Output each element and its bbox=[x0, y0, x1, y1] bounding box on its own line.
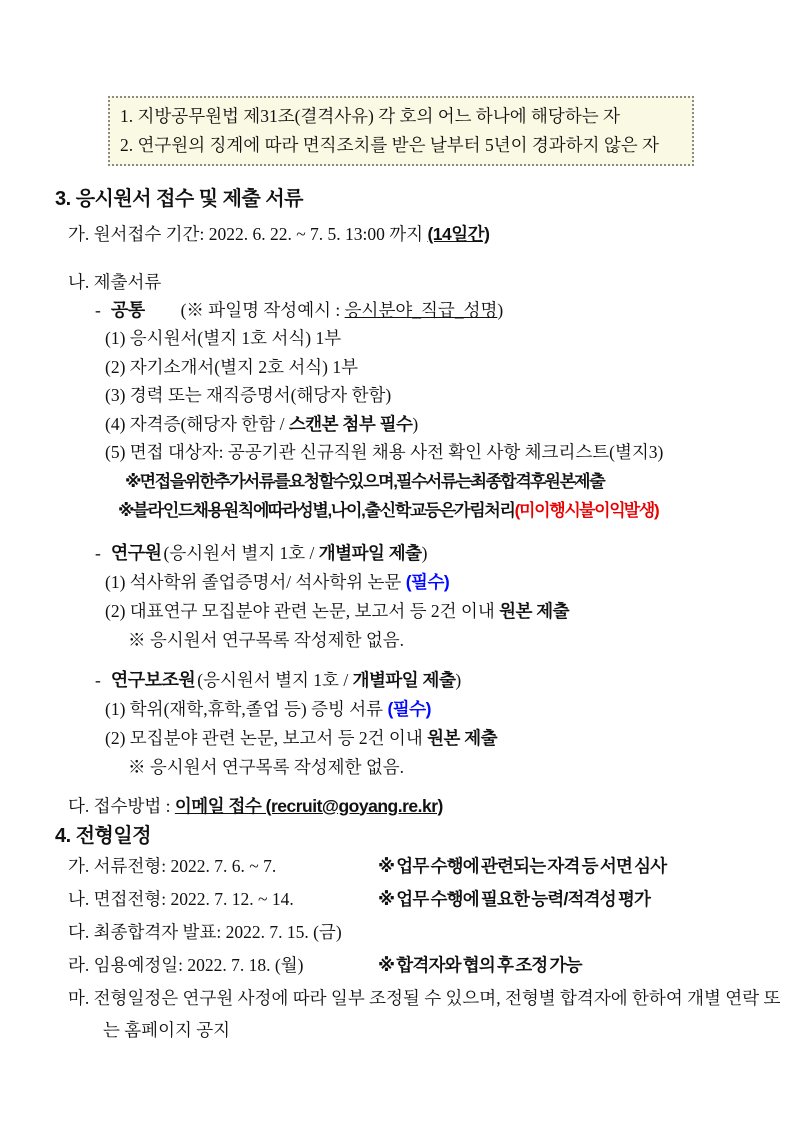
disqualification-notice-box bbox=[108, 96, 694, 166]
dash-bullet: - bbox=[95, 542, 101, 563]
assistant-item-degree bbox=[105, 695, 793, 724]
common-group-head bbox=[95, 296, 793, 324]
individual-file-emphasis: 개별파일 제출 bbox=[352, 669, 456, 690]
schedule-row-appointment bbox=[68, 949, 793, 982]
license-item-suffix: ) bbox=[412, 413, 419, 434]
submission-documents-label: 나. 제출서류 bbox=[68, 272, 162, 292]
document-item-application-form: (1) 응시원서(별지 1호 서식) 1부 bbox=[105, 328, 342, 348]
assistant-head-suffix: ) bbox=[455, 669, 462, 690]
original-submission-emphasis: 원본 제출 bbox=[499, 600, 570, 621]
submission-method-text: 다. 접수방법 : bbox=[68, 795, 175, 816]
schedule-date: 다. 최종합격자 발표: 2022. 7. 15. (금) bbox=[68, 921, 342, 942]
blind-hiring-note bbox=[118, 496, 793, 525]
original-submission-emphasis: 원본 제출 bbox=[427, 727, 498, 748]
notice-line: 2. 연구원의 징계에 따라 면직조치를 받은 날부터 5년이 경과하지 않은 자 bbox=[120, 135, 659, 155]
schedule-row-change-notice: 마. 전형일정은 연구원 사정에 따라 일부 조정될 수 있으며, 전형별 합격자에 한하여 개별 연락 또는 홈페이지 공지 bbox=[68, 987, 781, 1040]
required-badge: (필수) bbox=[387, 698, 431, 719]
penalty-warning: (미이행시 불이익 발생) bbox=[514, 500, 659, 520]
schedule-note: ※ 합격자와 협의 후 조정 가능 bbox=[378, 954, 582, 975]
research-assistant-label: 연구보조원 bbox=[110, 669, 196, 690]
degree-item-text: (1) 학위(재학,휴학,졸업 등) 증빙 서류 bbox=[105, 698, 388, 719]
common-label: 공통 bbox=[110, 300, 145, 320]
section-3-title: 3. 응시원서 접수 및 제출 서류 bbox=[55, 188, 303, 210]
schedule-row-interview bbox=[68, 883, 793, 916]
researcher-group-head bbox=[95, 539, 793, 568]
required-badge: (필수) bbox=[405, 571, 450, 592]
filename-example: 응시분야_직급_성명 bbox=[344, 300, 498, 320]
document-item-license bbox=[105, 410, 793, 439]
schedule-note: ※ 업무 수행에 필요한 능력/적격성 평가 bbox=[378, 888, 651, 909]
researcher-label: 연구원 bbox=[110, 542, 162, 563]
blind-hiring-note-text: ※ 블라인드 채용원칙에 따라 성별,나이,출신학교 등은 가림처리 bbox=[118, 500, 515, 520]
degree-item-text: (1) 석사학위 졸업증명서/ 석사학위 논문 bbox=[105, 571, 406, 592]
application-period-text: 가. 원서접수 기간: 2022. 6. 22. ~ 7. 5. 13:00 까지 bbox=[68, 224, 428, 244]
schedule-date: 나. 면접전형: 2022. 7. 12. ~ 14. bbox=[68, 888, 294, 909]
researcher-item-degree bbox=[105, 568, 793, 597]
assistant-group-note: ※ 응시원서 연구목록 작성제한 없음. bbox=[128, 756, 405, 777]
license-item-text: (4) 자격증(해당자 한함 / bbox=[105, 413, 289, 434]
document-item-self-introduction: (2) 자기소개서(별지 2호 서식) 1부 bbox=[105, 356, 359, 377]
researcher-documents-group bbox=[0, 539, 793, 655]
dash-bullet: - bbox=[95, 300, 101, 320]
schedule-date: 가. 서류전형: 2022. 7. 6. ~ 7. bbox=[68, 855, 277, 876]
document-item-career-certificate: (3) 경력 또는 재직증명서(해당자 한함) bbox=[105, 385, 392, 405]
section-4-title: 4. 전형일정 bbox=[55, 824, 152, 847]
researcher-item-papers bbox=[105, 597, 793, 626]
papers-item-text: (2) 모집분야 관련 논문, 보고서 등 2건 이내 bbox=[105, 727, 428, 748]
assistant-group-head bbox=[95, 666, 793, 695]
scan-required-emphasis: 스캔본 첨부 필수 bbox=[288, 413, 413, 434]
email-submission-text: 이메일 접수 (recruit@goyang.re.kr) bbox=[174, 795, 443, 816]
schedule-note: ※ 업무 수행에 관련되는 자격 등 서면 심사 bbox=[378, 855, 667, 876]
research-assistant-documents-group bbox=[0, 666, 793, 782]
schedule-date: 라. 임용예정일: 2022. 7. 18. (월) bbox=[68, 954, 304, 975]
application-period-duration: (14일간) bbox=[427, 224, 490, 244]
schedule-row-document-screening bbox=[68, 850, 793, 883]
filename-note-prefix: (※ 파일명 작성예시 : bbox=[180, 300, 345, 320]
researcher-head-suffix: ) bbox=[421, 542, 428, 563]
submission-method-line bbox=[68, 792, 793, 821]
common-documents-group bbox=[0, 296, 793, 525]
assistant-item-papers bbox=[105, 724, 793, 753]
application-period-line bbox=[68, 220, 793, 248]
dash-bullet: - bbox=[95, 669, 101, 690]
schedule-row-final-announcement bbox=[68, 916, 793, 949]
interview-extra-docs-note: ※ 면접을 위한 추가 서류를 요청할 수 있으며, 필수 서류는 최종 합격 후 원본 제출 bbox=[125, 471, 605, 491]
papers-item-text: (2) 대표연구 모집분야 관련 논문, 보고서 등 2건 이내 bbox=[105, 600, 500, 621]
individual-file-emphasis: 개별파일 제출 bbox=[318, 542, 422, 563]
document-item-interview-checklist: (5) 면접 대상자: 공공기관 신규직원 채용 사전 확인 사항 체크리스트(별지3) bbox=[105, 442, 664, 462]
notice-line: 1. 지방공무원법 제31조(결격사유) 각 호의 어느 하나에 해당하는 자 bbox=[120, 106, 620, 126]
assistant-head-text: (응시원서 별지 1호 / bbox=[197, 669, 353, 690]
filename-note-suffix: ) bbox=[497, 300, 504, 320]
researcher-head-text: (응시원서 별지 1호 / bbox=[163, 542, 319, 563]
researcher-group-note: ※ 응시원서 연구목록 작성제한 없음. bbox=[128, 629, 405, 650]
